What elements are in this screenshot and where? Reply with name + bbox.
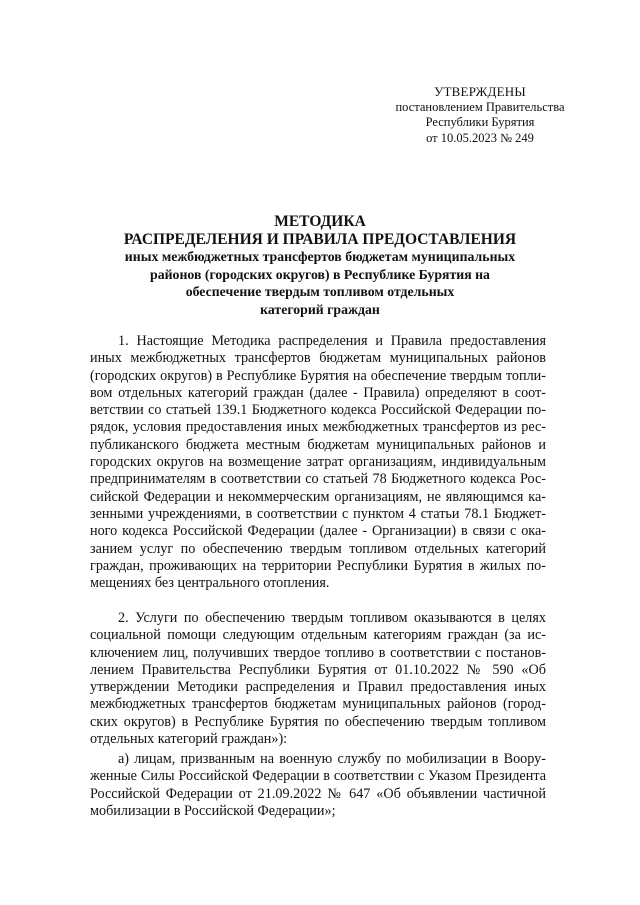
paragraph-line: предпринимателям в соответствии со статьей 78 Бюджетного кодекса Рос- xyxy=(90,471,546,488)
paragraph-line: ских округов) в Республике Бурятия по обеспечению твердым топливом xyxy=(90,713,546,730)
paragraph-line: Российской Федерации от 21.09.2022 № 647 «Об объявлении частичной xyxy=(90,785,546,802)
approval-line-3: от 10.05.2023 № 249 xyxy=(426,130,534,145)
title-line-1: МЕТОДИКА xyxy=(274,213,366,230)
paragraph-1 xyxy=(90,333,546,592)
paragraph-line: (городских округов) в Республике Бурятия на обеспечение твердым топли- xyxy=(90,367,546,384)
paragraph-line: занием услуг по обеспечению твердым топливом отдельных категорий xyxy=(90,540,546,557)
approval-heading: УТВЕРЖДЕНЫ xyxy=(434,84,526,99)
approval-line-2: Республики Бурятия xyxy=(425,115,535,129)
title-line-5: обеспечение твердым топливом отдельных xyxy=(185,284,455,299)
paragraph-line: женные Силы Российской Федерации в соответствии с Указом Президента xyxy=(90,768,546,785)
paragraph-line: 1. Настоящие Методика распределения и Правила предоставления xyxy=(118,333,546,349)
title-line-4: районов (городских округов) в Республике Бурятия на xyxy=(150,266,490,282)
paragraph-line: 2. Услуги по обеспечению твердым топливом оказываются в целях xyxy=(118,610,546,626)
paragraph-line: ветствии со статьей 139.1 Бюджетного кодекса Российской Федерации по- xyxy=(90,402,546,419)
paragraph-line: межбюджетных трансфертов бюджетам муниципальных районов (город- xyxy=(90,696,546,713)
paragraph-line: отдельных категорий граждан»): xyxy=(90,731,288,748)
paragraph-line: а) лицам, призванным на военную службу по мобилизации в Воору- xyxy=(118,751,546,767)
paragraph-line: городских округов на возмещение затрат организациям, индивидуальным xyxy=(90,454,546,471)
paragraph-3 xyxy=(90,751,546,820)
paragraph-2 xyxy=(90,610,546,748)
paragraph-line: ключением лиц, получивших твердое топливо в соответствии с постанов- xyxy=(90,644,546,661)
paragraph-line: граждан, проживающих на территории Республики Бурятия в жилых по- xyxy=(90,557,546,574)
approval-line-1: постановлением Правительства xyxy=(395,99,565,114)
approval-stamp xyxy=(380,84,580,146)
paragraph-line: сийской Федерации и некоммерческим организациям, не являющимся ка- xyxy=(90,488,546,505)
paragraph-line: зенными учреждениями, в соответствии с пунктом 4 статьи 78.1 Бюджет- xyxy=(90,505,546,522)
paragraph-line: социальной помощи следующим отдельным категориям граждан (за ис- xyxy=(90,627,546,644)
paragraph-line: утверждении Методики распределения и Правил предоставления иных xyxy=(90,679,546,696)
document-title xyxy=(60,213,580,318)
paragraph-line: вом отдельных категорий граждан (далее - Правила) определяют в соот- xyxy=(90,384,546,401)
paragraph-line: мещениях без центрального отопления. xyxy=(90,575,330,592)
paragraph-line: иных межбюджетных трансфертов бюджетам муниципальных районов xyxy=(90,350,546,367)
paragraph-line: мобилизации в Российской Федерации»; xyxy=(90,802,336,819)
paragraph-line: ного кодекса Российской Федерации (далее - Организации) в связи с ока- xyxy=(90,523,546,540)
title-line-3: иных межбюджетных трансфертов бюджетам муниципальных xyxy=(124,249,516,264)
paragraph-line: публиканского бюджета местным бюджетам муниципальных районов и xyxy=(90,436,546,453)
paragraph-line: лением Правительства Республики Бурятия от 01.10.2022 № 590 «Об xyxy=(90,661,546,678)
paragraph-line: рядок, условия предоставления иных межбюджетных трансфертов из рес- xyxy=(90,419,546,436)
title-line-6: категорий граждан xyxy=(260,301,380,317)
title-line-2: РАСПРЕДЕЛЕНИЯ И ПРАВИЛА ПРЕДОСТАВЛЕНИЯ xyxy=(123,230,517,248)
